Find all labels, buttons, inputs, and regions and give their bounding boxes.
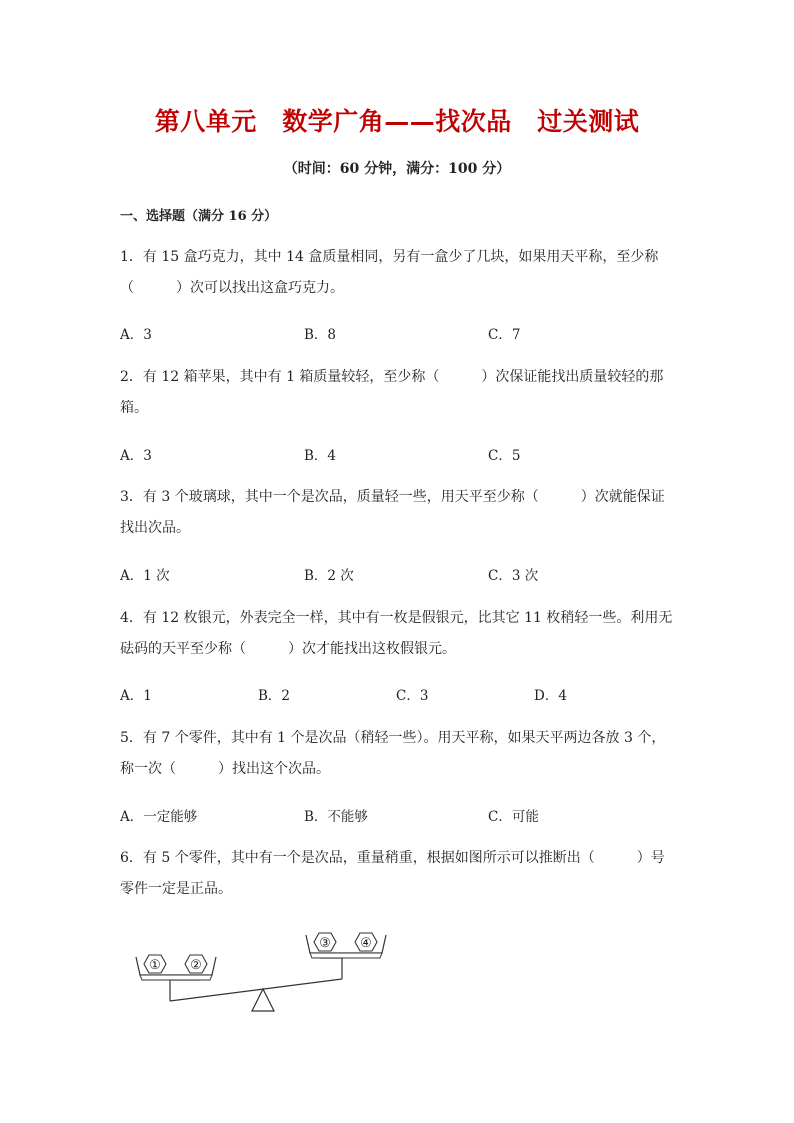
question-1: 1．有 15 盒巧克力，其中 14 盒质量相同，另有一盒少了几块，如果用天平称，至少称（ ）次可以找出这盒巧克力。 [120,249,659,296]
question-2-options [120,444,680,464]
part-4-label: ④ [360,936,372,951]
question-2: 2．有 12 箱苹果，其中有 1 箱质量较轻，至少称（ ）次保证能找出质量较轻的那箱。 [120,369,664,416]
option-a[interactable]: A．一定能够 [120,809,198,825]
question-5: 5．有 7 个零件，其中有 1 个是次品（稍轻一些）。用天平称，如果天平两边各放 3 个，称一次（ ）找出这个次品。 [120,730,666,777]
option-c[interactable]: C．3 次 [488,568,539,584]
beam-line [170,979,342,1001]
question-4: 4．有 12 枚银元，外表完全一样，其中有一枚是假银元，比其它 11 枚稍轻一些。利用无砝码的天平至少称（ ）次才能找出这枚假银元。 [120,610,673,657]
option-a[interactable]: A．3 [120,327,152,343]
question-3-options [120,564,680,584]
option-b[interactable]: B．不能够 [304,809,368,825]
option-c[interactable]: C．可能 [488,809,539,825]
part-3-label: ③ [319,936,331,951]
question-4-options [120,684,680,704]
option-a[interactable]: A．1 次 [120,568,170,584]
option-b[interactable]: B．2 [258,688,291,704]
question-1-options [120,323,680,343]
option-a[interactable]: A．3 [120,448,152,464]
balance-scale-figure [130,925,400,1015]
section-heading: 一、选择题（满分 16 分） [120,209,278,224]
option-c[interactable]: C．7 [488,327,521,343]
option-c[interactable]: C．3 [396,688,429,704]
question-3: 3．有 3 个玻璃球，其中一个是次品，质量轻一些，用天平至少称（ ）次就能保证找出次品。 [120,489,665,536]
question-5-options [120,805,680,825]
option-d[interactable]: D．4 [534,688,567,704]
fulcrum-triangle [252,989,274,1011]
option-a[interactable]: A．1 [120,688,152,704]
option-b[interactable]: B．4 [304,448,337,464]
question-6: 6．有 5 个零件，其中有一个是次品，重量稍重，根据如图所示可以推断出（ ）号零件一定是正品。 [120,850,665,897]
exam-info: （时间：60 分钟，满分：100 分） [283,161,511,177]
page-title: 第八单元 数学广角——找次品 过关测试 [154,107,640,136]
option-b[interactable]: B．8 [304,327,337,343]
part-1-label: ① [149,958,161,973]
option-c[interactable]: C．5 [488,448,521,464]
part-2-label: ② [190,958,202,973]
balance-scale-icon [130,925,400,1015]
option-b[interactable]: B．2 次 [304,568,354,584]
